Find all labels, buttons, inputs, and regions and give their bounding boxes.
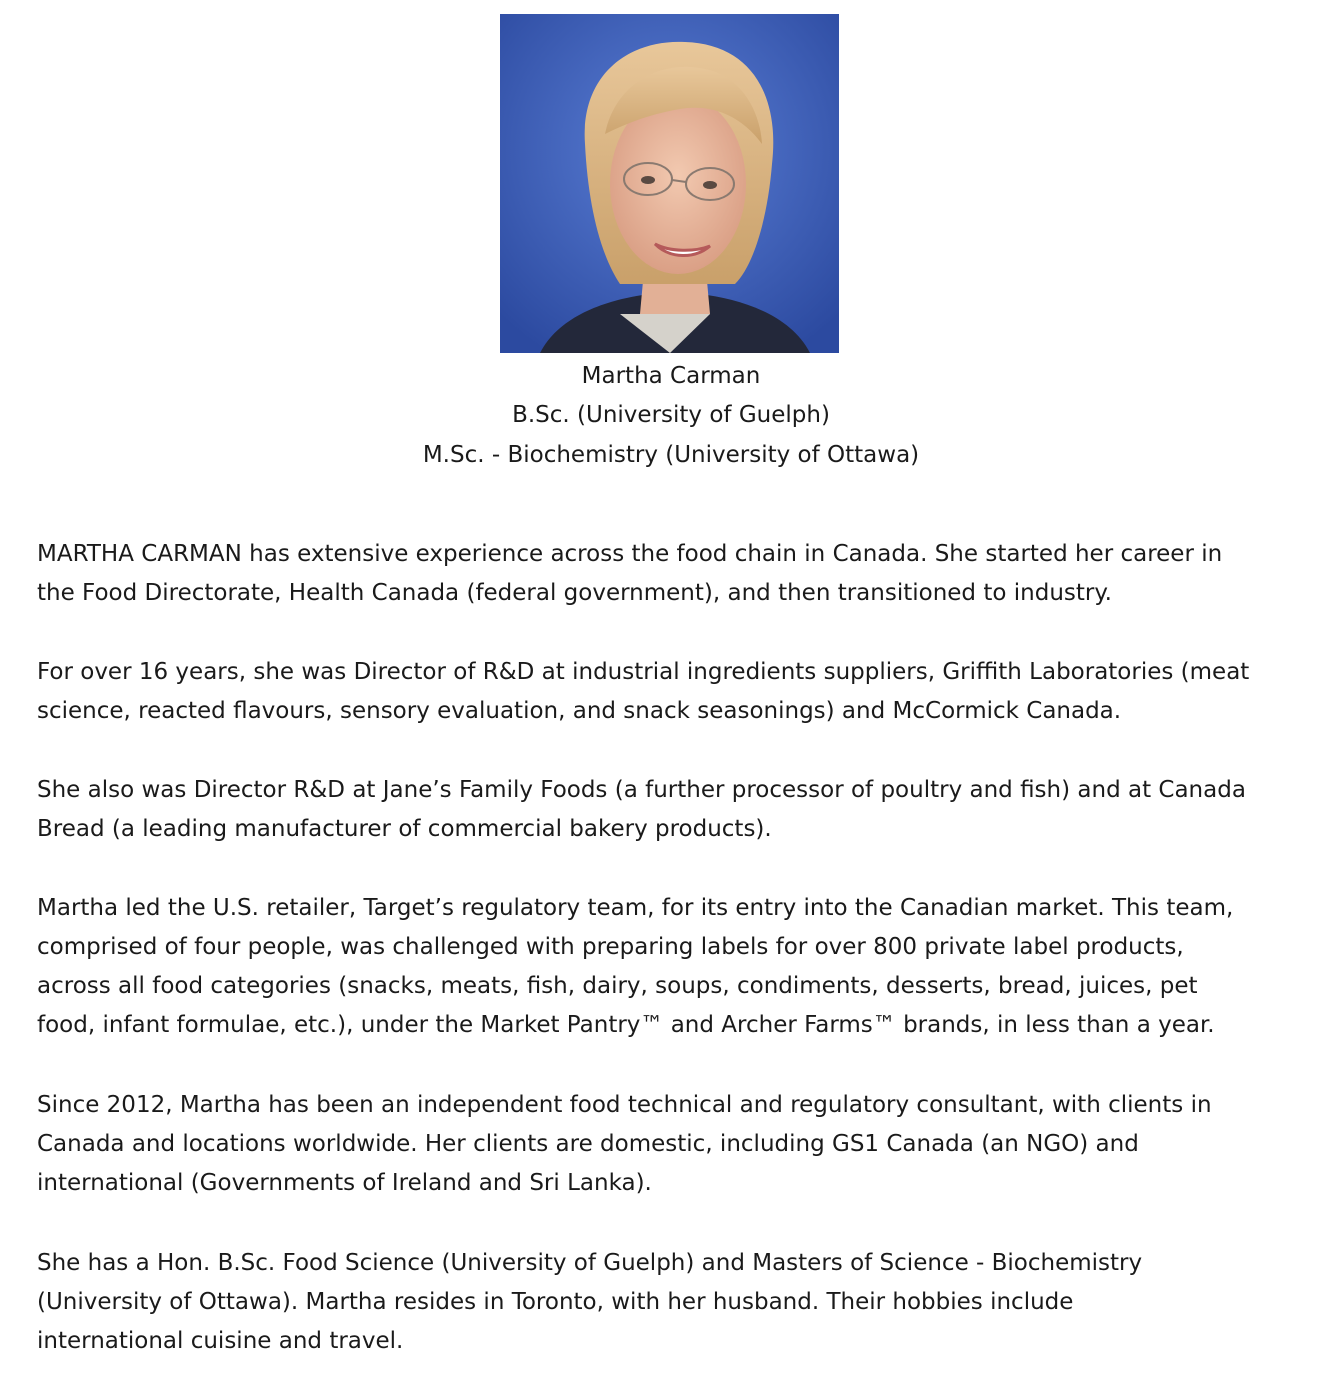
bio-line: international cuisine and travel.	[37, 1328, 404, 1354]
degree-bsc: B.Sc. (University of Guelph)	[512, 402, 830, 428]
bio-line: Canada and locations worldwide. Her clients are domestic, including GS1 Canada (an NGO) and	[37, 1131, 1139, 1157]
bio-line: the Food Directorate, Health Canada (federal government), and then transitioned to industry.	[37, 580, 1112, 606]
bio-paragraph-6	[37, 1244, 1317, 1361]
bio-paragraph-1	[37, 535, 1317, 613]
bio-line: international (Governments of Ireland and Sri Lanka).	[37, 1170, 652, 1196]
bio-line: She has a Hon. B.Sc. Food Science (University of Guelph) and Masters of Science - Biochemistry	[37, 1250, 1143, 1276]
person-name: Martha Carman	[581, 363, 761, 389]
bio-line: food, infant formulae, etc.), under the Market Pantry™ and Archer Farms™ brands, in less than a year.	[37, 1012, 1215, 1038]
bio-line: Bread (a leading manufacturer of commercial bakery products).	[37, 816, 772, 842]
bio-line: Martha led the U.S. retailer, Target’s regulatory team, for its entry into the Canadian market. This team,	[37, 895, 1234, 921]
bio-line: Since 2012, Martha has been an independent food technical and regulatory consultant, with clients in	[37, 1092, 1212, 1118]
bio-line: She also was Director R&D at Jane’s Family Foods (a further processor of poultry and fish) and at Canada	[37, 777, 1246, 803]
bio-paragraph-4	[37, 889, 1317, 1045]
bio-line: (University of Ottawa). Martha resides in Toronto, with her husband. Their hobbies include	[37, 1289, 1074, 1315]
bio-line: For over 16 years, she was Director of R&D at industrial ingredients suppliers, Griffith Laboratories (meat	[37, 659, 1250, 685]
bio-paragraph-2	[37, 653, 1317, 731]
bio-line: comprised of four people, was challenged with preparing labels for over 800 private label products,	[37, 934, 1184, 960]
bio-line: across all food categories (snacks, meats, fish, dairy, soups, condiments, desserts, bread, juices, pet	[37, 973, 1198, 999]
bio-line: science, reacted flavours, sensory evaluation, and snack seasonings) and McCormick Canada.	[37, 698, 1122, 724]
bio-paragraph-5	[37, 1086, 1317, 1203]
bio-line: MARTHA CARMAN has extensive experience across the food chain in Canada. She started her career in	[37, 541, 1223, 567]
degree-msc: M.Sc. - Biochemistry (University of Ottawa)	[422, 442, 920, 468]
portrait-photo	[500, 14, 839, 353]
bio-paragraph-3	[37, 771, 1317, 849]
